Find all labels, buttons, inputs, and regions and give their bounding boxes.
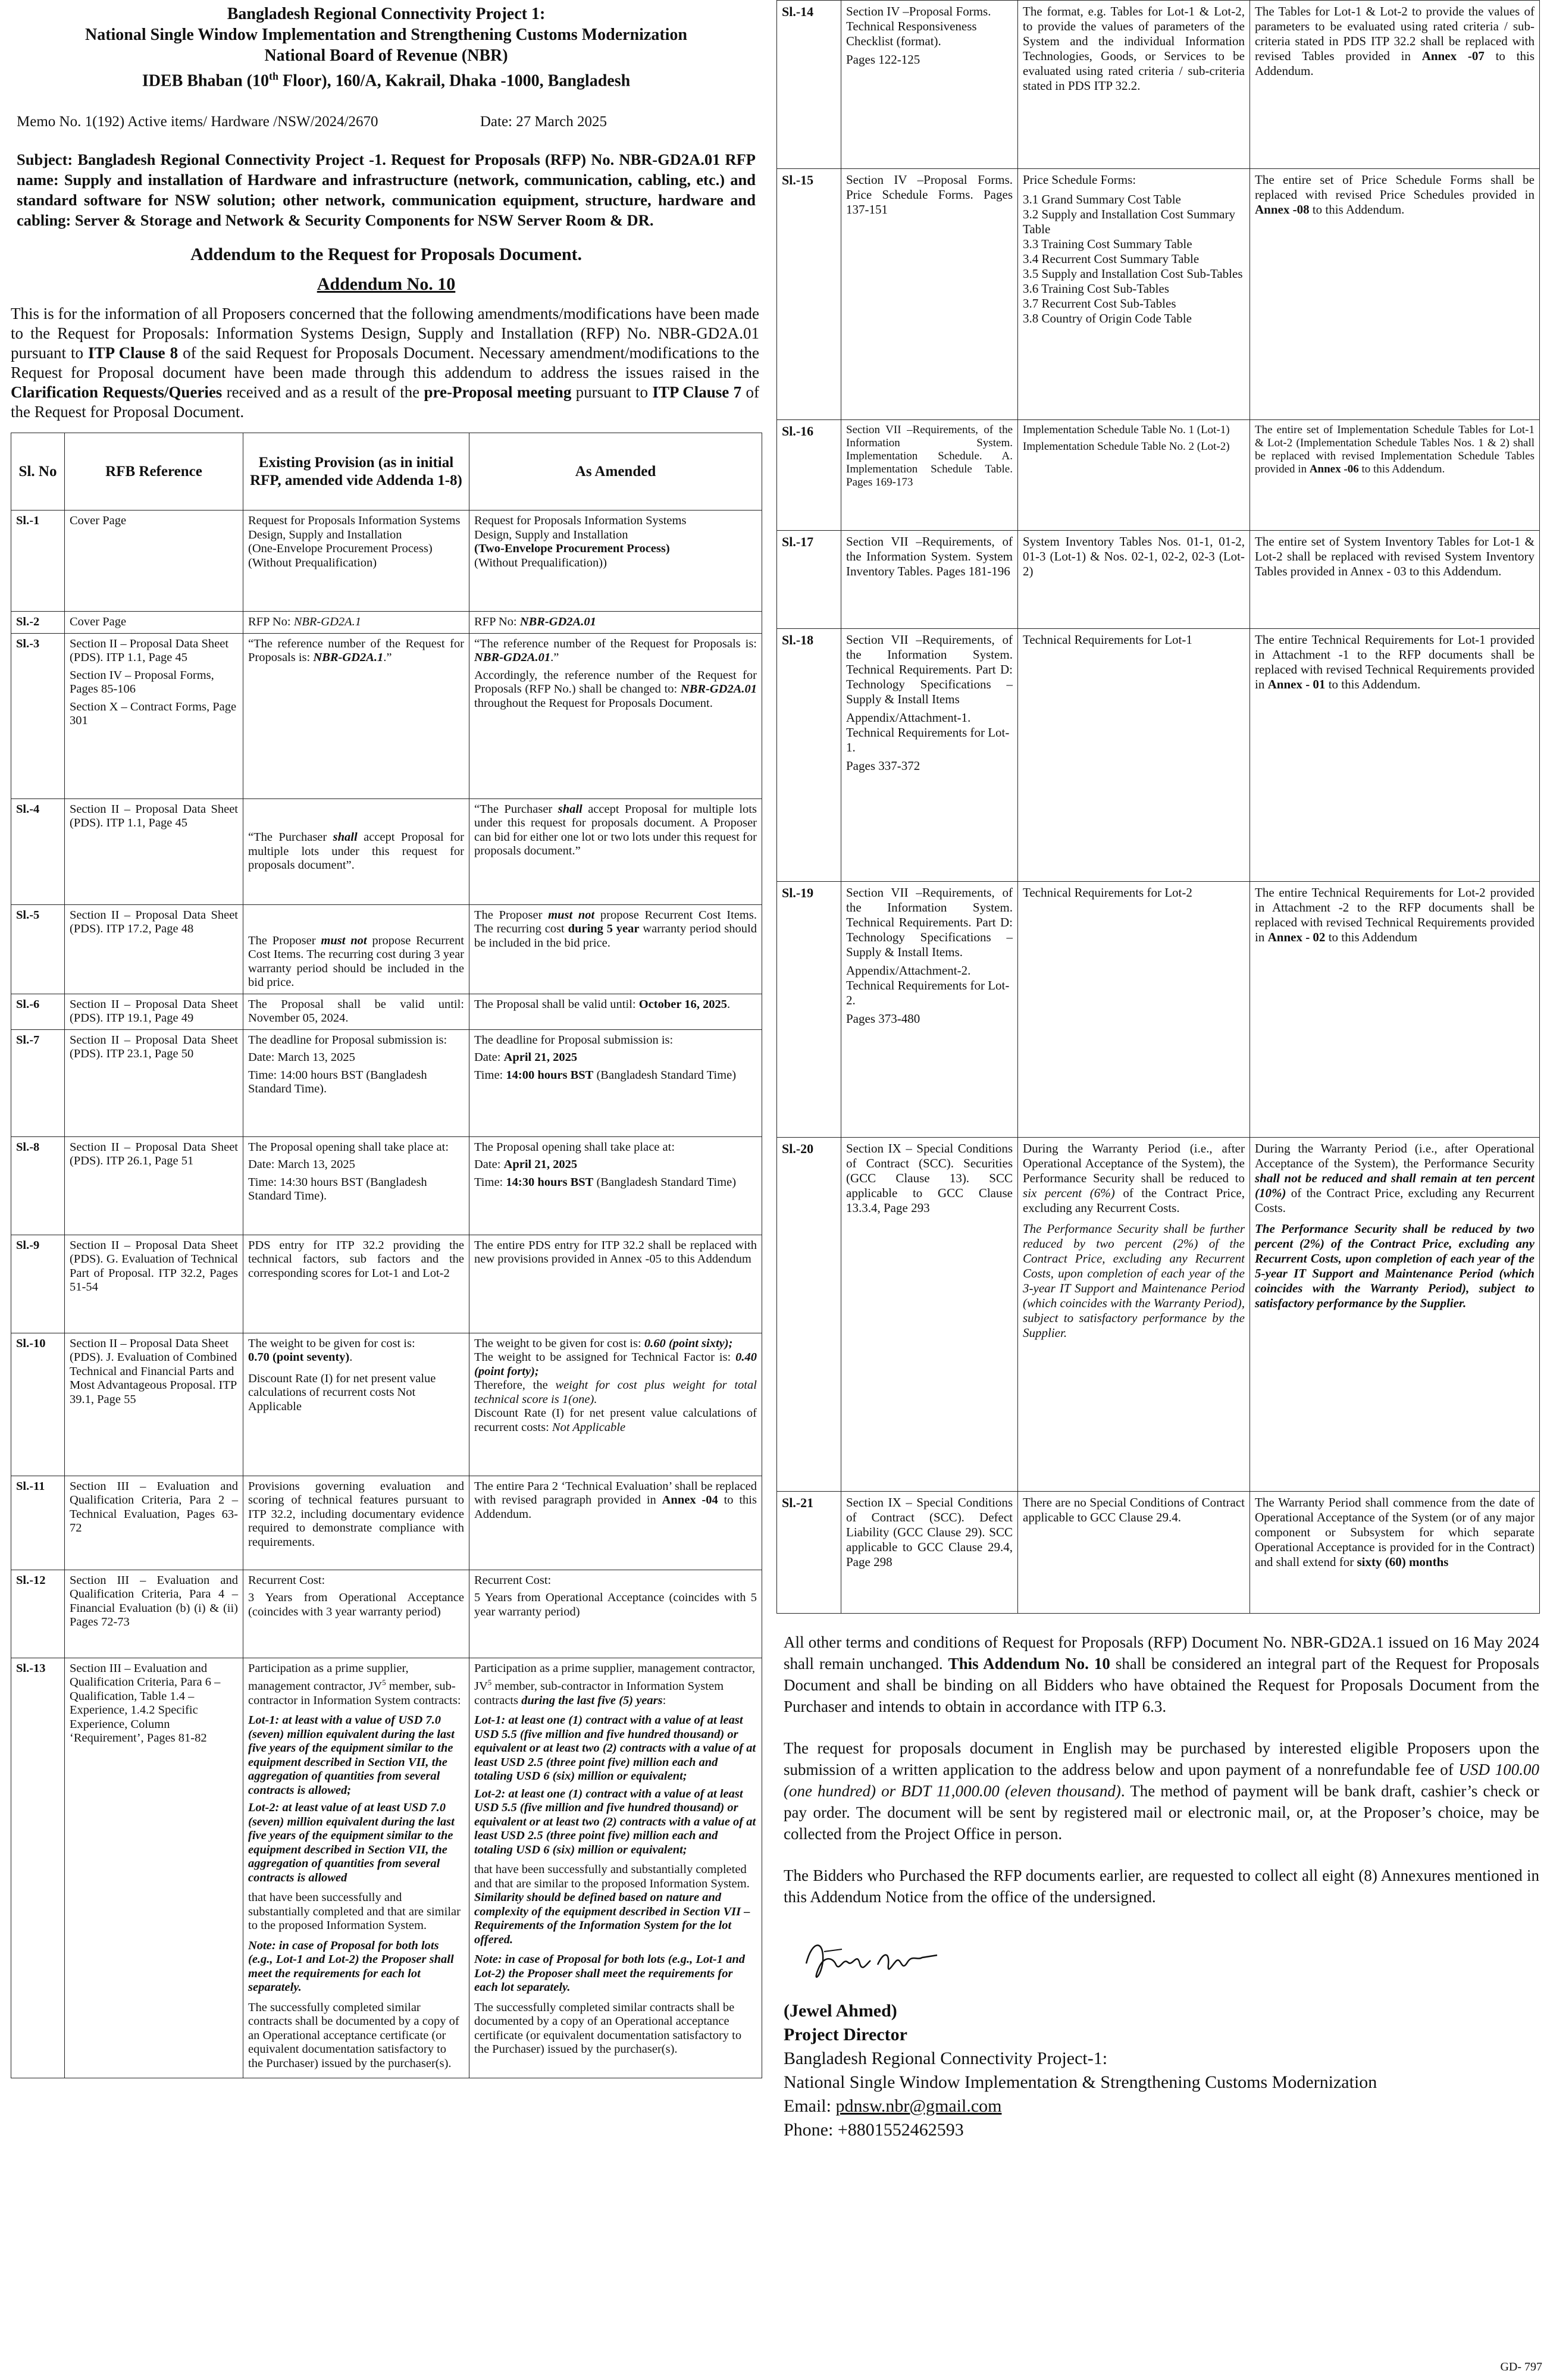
row-sl: Sl.-18: [777, 629, 841, 882]
table-row: [777, 1138, 1540, 1492]
signatory-email: Email: pdnsw.nbr@gmail.com: [784, 2096, 1002, 2116]
signatory-block: [784, 1999, 1539, 2142]
row-sl: Sl.-5: [11, 904, 65, 994]
row-existing: The Proposal shall be valid until: November 05, 2024.: [243, 994, 469, 1029]
header-line-2: National Single Window Implementation and Strengthening Customs Modernization: [84, 26, 688, 44]
table-row: [11, 612, 762, 634]
row-existing: There are no Special Conditions of Contract applicable to GCC Clause 29.4.: [1018, 1492, 1250, 1614]
row-amended: The Proposer must not propose Recurrent Cost Items. The recurring cost during 5 year warranty period should be included in the bid price.: [469, 904, 762, 994]
row-existing: Technical Requirements for Lot-2: [1018, 882, 1250, 1138]
row-sl: Sl.-19: [777, 882, 841, 1138]
row-sl: Sl.-14: [777, 1, 841, 169]
row-ref: Section II – Proposal Data Sheet (PDS). ITP 17.2, Page 48: [65, 904, 243, 994]
row-amended: The entire Technical Requirements for Lot-2 provided in Attachment -2 to the RFP documents shall be replaced with revised Technical Requirements provided in Annex - 02 to this Addendum: [1250, 882, 1540, 1138]
price-schedule-item: 3.1 Grand Summary Cost Table: [1023, 192, 1181, 206]
header-line-1: Bangladesh Regional Connectivity Project 1:: [227, 5, 546, 23]
row-existing: The weight to be given for cost is: 0.70 (point seventy). Discount Rate (I) for net present value calculations of recurrent costs Not Applicable: [243, 1333, 469, 1476]
row-existing: The deadline for Proposal submission is: Date: March 13, 2025 Time: 14:00 hours BST (Bangladesh Standard Time).: [243, 1029, 469, 1136]
header-line-4: IDEB Bhaban (10th Floor), 160/A, Kakrail, Dhaka -1000, Bangladesh: [142, 70, 631, 90]
row-amended: The entire set of Implementation Schedule Tables for Lot-1 & Lot-2 (Implementation Schedule Tables Nos. 1 & 2) shall be replaced with revised Implementation Schedule Tables provided in Annex -06 to this Addendum.: [1250, 420, 1540, 531]
price-schedule-item: 3.3 Training Cost Summary Table: [1023, 237, 1192, 251]
header-existing: Existing Provision (as in initial RFP, amended vide Addenda 1-8): [243, 433, 469, 511]
header-sl: Sl. No: [11, 433, 65, 511]
row-sl: Sl.-15: [777, 169, 841, 420]
right-column: [776, 0, 1539, 2142]
row-ref: Section III – Evaluation and Qualification Criteria, Para 6 – Qualification, Table 1.4 – Experience, 1.4.2 Specific Experience, Column ‘Requirement’, Pages 81-82: [65, 1658, 243, 2078]
row-ref: Section II – Proposal Data Sheet (PDS). G. Evaluation of Technical Part of Proposal. ITP 32.2, Pages 51-54: [65, 1235, 243, 1333]
price-schedule-item: 3.7 Recurrent Cost Sub-Tables: [1023, 296, 1176, 311]
row-ref: Section II – Proposal Data Sheet (PDS). ITP 19.1, Page 49: [65, 994, 243, 1029]
table-row: [777, 1, 1540, 169]
table-row: [11, 633, 762, 798]
row-ref: Section II – Proposal Data Sheet (PDS). ITP 1.1, Page 45: [65, 798, 243, 904]
row-existing: “The Purchaser shall accept Proposal for multiple lots under this request for proposals document”.: [243, 798, 469, 904]
row-sl: Sl.-2: [11, 612, 65, 634]
table-row: [777, 629, 1540, 882]
intro-paragraph: This is for the information of all Proposers concerned that the following amendments/modifications have been made to the Request for Proposals: Information Systems Design, Supply and Installation (RFP) No. NBR-GD2A.01 pursuant to ITP Clause 8 of the said Request for Proposals Document. Necessary amendment/modifications to the Request for Proposal document have been made through this addendum to address the issues raised in the Clarification Requests/Queries received and as a result of the pre-Proposal meeting pursuant to ITP Clause 7 of the Request for Proposal Document.: [11, 305, 759, 421]
row-amended: The deadline for Proposal submission is: Date: April 21, 2025 Time: 14:00 hours BST (Bangladesh Standard Time): [469, 1029, 762, 1136]
signature-image: [800, 1928, 1539, 1993]
row-amended: The entire set of System Inventory Tables for Lot-1 & Lot-2 shall be replaced with revised System Inventory Tables provided in Annex - 03 to this Addendum.: [1250, 531, 1540, 629]
signatory-name: (Jewel Ahmed): [784, 2001, 897, 2021]
row-ref: Section IX – Special Conditions of Contract (SCC). Securities (GCC Clause 13). SCC applicable to GCC Clause 13.3.4, Page 293: [841, 1138, 1018, 1492]
row-amended: The Proposal shall be valid until: October 16, 2025.: [469, 994, 762, 1029]
price-schedule-item: 3.2 Supply and Installation Cost Summary Table: [1023, 207, 1235, 236]
row-amended: The entire Para 2 ‘Technical Evaluation’ shall be replaced with revised paragraph provided in Annex -04 to this Addendum.: [469, 1476, 762, 1570]
signatory-org-2: National Single Window Implementation & Strengthening Customs Modernization: [784, 2072, 1377, 2092]
table-row: [777, 531, 1540, 629]
row-sl: Sl.-20: [777, 1138, 841, 1492]
row-amended: “The Purchaser shall accept Proposal for multiple lots under this request for proposals document. A Proposer can bid for either one lot or two lots under this request for proposals document.”: [469, 798, 762, 904]
row-sl: Sl.-1: [11, 511, 65, 612]
table-row: [777, 1492, 1540, 1614]
table-row: [11, 994, 762, 1029]
closing-paragraph-3: The Bidders who Purchased the RFP documents earlier, are requested to collect all eight (8) Annexures mentioned in this Addendum Notice from the office of the undersigned.: [784, 1867, 1539, 1906]
row-ref: Section II – Proposal Data Sheet (PDS). J. Evaluation of Combined Technical and Financial Parts and Most Advantageous Proposal. ITP 39.1, Page 55: [65, 1333, 243, 1476]
row-ref: Section IX – Special Conditions of Contract (SCC). Defect Liability (GCC Clause 29). SCC applicable to GCC Clause 29.4, Page 298: [841, 1492, 1018, 1614]
row-sl: Sl.-17: [777, 531, 841, 629]
signatory-org-1: Bangladesh Regional Connectivity Project-1:: [784, 2049, 1108, 2068]
table-row: [777, 420, 1540, 531]
header-line-3: National Board of Revenue (NBR): [264, 46, 508, 65]
header-amended: As Amended: [469, 433, 762, 511]
row-sl: Sl.-6: [11, 994, 65, 1029]
row-existing: During the Warranty Period (i.e., after Operational Acceptance of the System), the Performance Security shall be reduced to six percent (6%) of the Contract Price, excluding any Recurrent Costs. The Performance Security shall be further reduced by two percent (2%) of the Contract Price, excluding any Recurrent Costs, upon completion of each year of the 3-year IT Support and Maintenance Period (which coincides with the Warranty Period), subject to satisfactory performance by the Supplier.: [1018, 1138, 1250, 1492]
table-row: [777, 882, 1540, 1138]
row-ref: Section III – Evaluation and Qualification Criteria, Para 4 – Financial Evaluation (b) (i) & (ii) Pages 72-73: [65, 1570, 243, 1658]
table-row: [11, 1235, 762, 1333]
row-existing: PDS entry for ITP 32.2 providing the technical factors, sub factors and the corresponding scores for Lot-1 and Lot-2: [243, 1235, 469, 1333]
table-row: [11, 798, 762, 904]
row-existing: Price Schedule Forms: 3.1 Grand Summary Cost Table 3.2 Supply and Installation Cost Summary Table 3.3 Training Cost Summary Table 3.4 Recurrent Cost Summary Table 3.5 Supply and Installation Cost Sub-Tables 3.6 Training Cost Sub-Tables 3.7 Recurrent Cost Sub-Tables 3.8 Country of Origin Code Table: [1018, 169, 1250, 420]
row-existing: System Inventory Tables Nos. 01-1, 01-2, 01-3 (Lot-1) & Nos. 02-1, 02-2, 02-3 (Lot-2): [1018, 531, 1250, 629]
row-amended: The Warranty Period shall commence from the date of Operational Acceptance of the System (or of any major component or Subsystem for which separate Operational Acceptance is provided for in the Contract) and shall extend for sixty (60) months: [1250, 1492, 1540, 1614]
table-header-row: [11, 433, 762, 511]
row-ref: Section VII –Requirements, of the Information System. Implementation Schedule. A. Implementation Schedule Table. Pages 169-173: [841, 420, 1018, 531]
row-ref: Section VII –Requirements, of the Information System. System Inventory Tables. Pages 181-196: [841, 531, 1018, 629]
row-ref: Section VII –Requirements, of the Information System. Technical Requirements. Part D: Technology Specifications – Supply & Install Items. Appendix/Attachment-2. Technical Requirements for Lot-2. Pages 373-480: [841, 882, 1018, 1138]
row-ref: Section III – Evaluation and Qualification Criteria, Para 2 – Technical Evaluation, Pages 63-72: [65, 1476, 243, 1570]
row-amended: The Tables for Lot-1 & Lot-2 to provide the values of parameters to be evaluated using rated criteria / sub-criteria stated in PDS ITP 32.2 shall be replaced with revised Tables provided in Annex -07 to this Addendum.: [1250, 1, 1540, 169]
row-sl: Sl.-10: [11, 1333, 65, 1476]
memo-date: Date: 27 March 2025: [480, 114, 607, 130]
table-row: [11, 1570, 762, 1658]
table-row: [11, 904, 762, 994]
row-amended: The Proposal opening shall take place at: Date: April 21, 2025 Time: 14:30 hours BST (Bangladesh Standard Time): [469, 1136, 762, 1235]
footer-code: GD- 797: [1500, 2360, 1542, 2373]
row-amended: The weight to be given for cost is: 0.60 (point sixty); The weight to be assigned for Technical Factor is: 0.40 (point forty); Therefore, the weight for cost plus weight for total technical score is 1(one). Discount Rate (I) for net present value calculations of recurrent costs: Not Applicable: [469, 1333, 762, 1476]
table-row: [11, 1029, 762, 1136]
row-sl: Sl.-16: [777, 420, 841, 531]
closing-paragraph-1: All other terms and conditions of Request for Proposals (RFP) Document No. NBR-GD2A.1 issued on 16 May 2024 shall remain unchanged. This Addendum No. 10 shall be considered an integral part of the Request for Proposals Document and shall be binding on all Bidders who have obtained the Request for Proposals Document from the Purchaser and intends to obtain in accordance with ITP 6.3.: [784, 1633, 1539, 1715]
row-existing: Provisions governing evaluation and scoring of technical features pursuant to ITP 32.2, including documentary evidence required to demonstrate compliance with requirements.: [243, 1476, 469, 1570]
row-existing: The Proposer must not propose Recurrent Cost Items. The recurring cost during 3 year warranty period should be included in the bid price.: [243, 904, 469, 994]
row-existing: RFP No: NBR-GD2A.1: [243, 612, 469, 634]
price-schedule-item: 3.8 Country of Origin Code Table: [1023, 311, 1192, 325]
left-column: [11, 0, 762, 2078]
row-ref: Section VII –Requirements, of the Information System. Technical Requirements. Part D: Technology Specifications – Supply & Install Items Appendix/Attachment-1. Technical Requirements for Lot-1. Pages 337-372: [841, 629, 1018, 882]
signatory-phone: Phone: +8801552462593: [784, 2120, 964, 2140]
row-amended: RFP No: NBR-GD2A.01: [469, 612, 762, 634]
table-row: [11, 1333, 762, 1476]
addendum-title: Addendum to the Request for Proposals Document.: [190, 245, 583, 265]
row-existing: “The reference number of the Request for Proposals is: NBR-GD2A.1.”: [243, 633, 469, 798]
row-amended: “The reference number of the Request for Proposals is: NBR-GD2A.01.” Accordingly, the reference number of the Request for Proposals (RFP No.) shall be changed to: NBR-GD2A.01 throughout the Request for Proposals Document.: [469, 633, 762, 798]
amendment-table-left: [11, 433, 762, 2078]
table-row: [11, 511, 762, 612]
row-existing: Implementation Schedule Table No. 1 (Lot-1) Implementation Schedule Table No. 2 (Lot-2): [1018, 420, 1250, 531]
closing-paragraph-2: The request for proposals document in English may be purchased by interested eligible Proposers upon the submission of a written application to the address below and upon payment of a nonrefundable fee of USD 100.00 (one hundred) or BDT 11,000.00 (eleven thousand). The method of payment will be bank draft, cashier’s check or pay order. The document will be sent by registered mail or electronic mail, or, at the Proposer’s choice, may be collected from the Project Office in person.: [784, 1739, 1539, 1843]
row-ref: Section II – Proposal Data Sheet (PDS). ITP 26.1, Page 51: [65, 1136, 243, 1235]
row-sl: Sl.-9: [11, 1235, 65, 1333]
row-existing: The format, e.g. Tables for Lot-1 & Lot-2, to provide the values of parameters of the System and the individual Information Technologies, Goods, or Services to be evaluated using rated criteria / sub-criteria stated in PDS ITP 32.2.: [1018, 1, 1250, 169]
row-amended: During the Warranty Period (i.e., after Operational Acceptance of the System), the Performance Security shall not be reduced and shall remain at ten percent (10%) of the Contract Price, excluding any Recurrent Costs. The Performance Security shall be reduced by two percent (2%) of the Contract Price, excluding any Recurrent Costs, upon completion of each year of the 5-year IT Support and Maintenance Period (which coincides with the Warranty Period), subject to satisfactory performance by the Supplier.: [1250, 1138, 1540, 1492]
memo-number: Memo No. 1(192) Active items/ Hardware /NSW/2024/2670: [17, 114, 378, 130]
subject: Subject: Bangladesh Regional Connectivity Project -1. Request for Proposals (RFP) No. NBR-GD2A.01 RFP name: Supply and installation of Hardware and infrastructure (network, communication, cabling, etc.) and standard software for NSW solution; other network, communication equipment, structure, hardware and cabling: Server & Storage and Network & Security Components for NSW Server Room & DR.: [17, 151, 756, 230]
row-amended: Participation as a prime supplier, management contractor, $JV^5$ member, sub-contractor in Information System contracts during the last five (5) years: Lot-1: at least one (1) contract with a value of at least USD 5.5 (five million and five hundred thousand) or equivalent or at least two (2) contracts with a value of at least USD 2.5 (three point five) million each and totaling USD 6 (six) million or equivalent; Lot-2: at least one (1) contract with a value of at least USD 5.5 (five million and five hundred thousand) or equivalent or at least two (2) contracts with a value of at least USD 2.5 (three point five) million each and totaling USD 6 (six) million or equivalent; that have been successfully and substantially completed and that are similar to the proposed Information System. Similarity should be defined based on nature and complexity of the equipment described in Section VII – Requirements of the Information System for the lot offered. Note: in case of Proposal for both lots (e.g., Lot-1 and Lot-2) the Proposer shall meet the requirements for each lot separately. The successfully completed similar contracts shall be documented by a copy of an Operational acceptance certificate (or equivalent documentation satisfactory to the Purchaser) issued by the purchaser(s).: [469, 1658, 762, 2078]
row-ref: Cover Page: [65, 511, 243, 612]
table-row: [11, 1658, 762, 2078]
row-sl: Sl.-3: [11, 633, 65, 798]
price-schedule-item: 3.4 Recurrent Cost Summary Table: [1023, 252, 1200, 266]
row-existing: The Proposal opening shall take place at: Date: March 13, 2025 Time: 14:30 hours BST (Bangladesh Standard Time).: [243, 1136, 469, 1235]
row-ref: Section II – Proposal Data Sheet (PDS). ITP 1.1, Page 45 Section IV – Proposal Forms, Pages 85-106 Section X – Contract Forms, Page 301: [65, 633, 243, 798]
amendment-table-right: [776, 0, 1540, 1614]
row-sl: Sl.-11: [11, 1476, 65, 1570]
row-existing: Recurrent Cost: 3 Years from Operational Acceptance (coincides with 3 year warranty period): [243, 1570, 469, 1658]
row-sl: Sl.-4: [11, 798, 65, 904]
row-amended: Request for Proposals Information Systems Design, Supply and Installation (Two-Envelope Procurement Process) (Without Prequalification)): [469, 511, 762, 612]
row-sl: Sl.-7: [11, 1029, 65, 1136]
row-existing: Technical Requirements for Lot-1: [1018, 629, 1250, 882]
row-sl: Sl.-13: [11, 1658, 65, 2078]
row-amended: The entire PDS entry for ITP 32.2 shall be replaced with new provisions provided in Annex -05 to this Addendum: [469, 1235, 762, 1333]
email-link[interactable]: pdnsw.nbr@gmail.com: [835, 2096, 1002, 2116]
row-amended: Recurrent Cost: 5 Years from Operational Acceptance (coincides with 5 year warranty period): [469, 1570, 762, 1658]
memo-line: [17, 114, 756, 130]
row-existing: Participation as a prime supplier, management contractor, $JV^5$ member, sub-contractor in Information System contracts: Lot-1: at least with a value of USD 7.0 (seven) million equivalent during the last five years of the equipment similar to the equipment described in Section VII, the aggregation of quantities from several contracts is allowed; Lot-2: at least value of at least USD 7.0 (seven) million equivalent during the last five years of the equipment similar to the equipment described in Section VII, the aggregation of quantities from several contracts is allowed that have been successfully and substantially completed and that are similar to the proposed Information System. Note: in case of Proposal for both lots (e.g., Lot-1 and Lot-2) the Proposer shall meet the requirements for each lot separately. The successfully completed similar contracts shall be documented by a copy of an Operational acceptance certificate (or equivalent documentation satisfactory to the Purchaser) issued by the purchaser(s).: [243, 1658, 469, 2078]
row-existing: Request for Proposals Information Systems Design, Supply and Installation (One-Envelope Procurement Process) (Without Prequalification): [243, 511, 469, 612]
row-amended: The entire Technical Requirements for Lot-1 provided in Attachment -1 to the RFP documents shall be replaced with revised Technical Requirements provided in Annex - 01 to this Addendum.: [1250, 629, 1540, 882]
closing-text: [784, 1631, 1539, 1908]
row-sl: Sl.-21: [777, 1492, 841, 1614]
row-ref: Section IV –Proposal Forms. Technical Responsiveness Checklist (format). Pages 122-125: [841, 1, 1018, 169]
addendum-number: Addendum No. 10: [317, 274, 456, 295]
row-ref: Cover Page: [65, 612, 243, 634]
row-ref: Section IV –Proposal Forms. Price Schedule Forms. Pages 137-151: [841, 169, 1018, 420]
handwritten-signature-icon: [800, 1928, 943, 1993]
row-sl: Sl.-12: [11, 1570, 65, 1658]
signatory-title: Project Director: [784, 2025, 907, 2044]
header-ref: RFB Reference: [65, 433, 243, 511]
letterhead: [11, 4, 762, 91]
row-ref: Section II – Proposal Data Sheet (PDS). ITP 23.1, Page 50: [65, 1029, 243, 1136]
table-row: [11, 1136, 762, 1235]
row-amended: The entire set of Price Schedule Forms shall be replaced with revised Price Schedules provided in Annex -08 to this Addendum.: [1250, 169, 1540, 420]
price-schedule-item: 3.6 Training Cost Sub-Tables: [1023, 281, 1169, 296]
price-schedule-item: 3.5 Supply and Installation Cost Sub-Tables: [1023, 267, 1243, 281]
row-sl: Sl.-8: [11, 1136, 65, 1235]
table-row: [11, 1476, 762, 1570]
table-row: [777, 169, 1540, 420]
